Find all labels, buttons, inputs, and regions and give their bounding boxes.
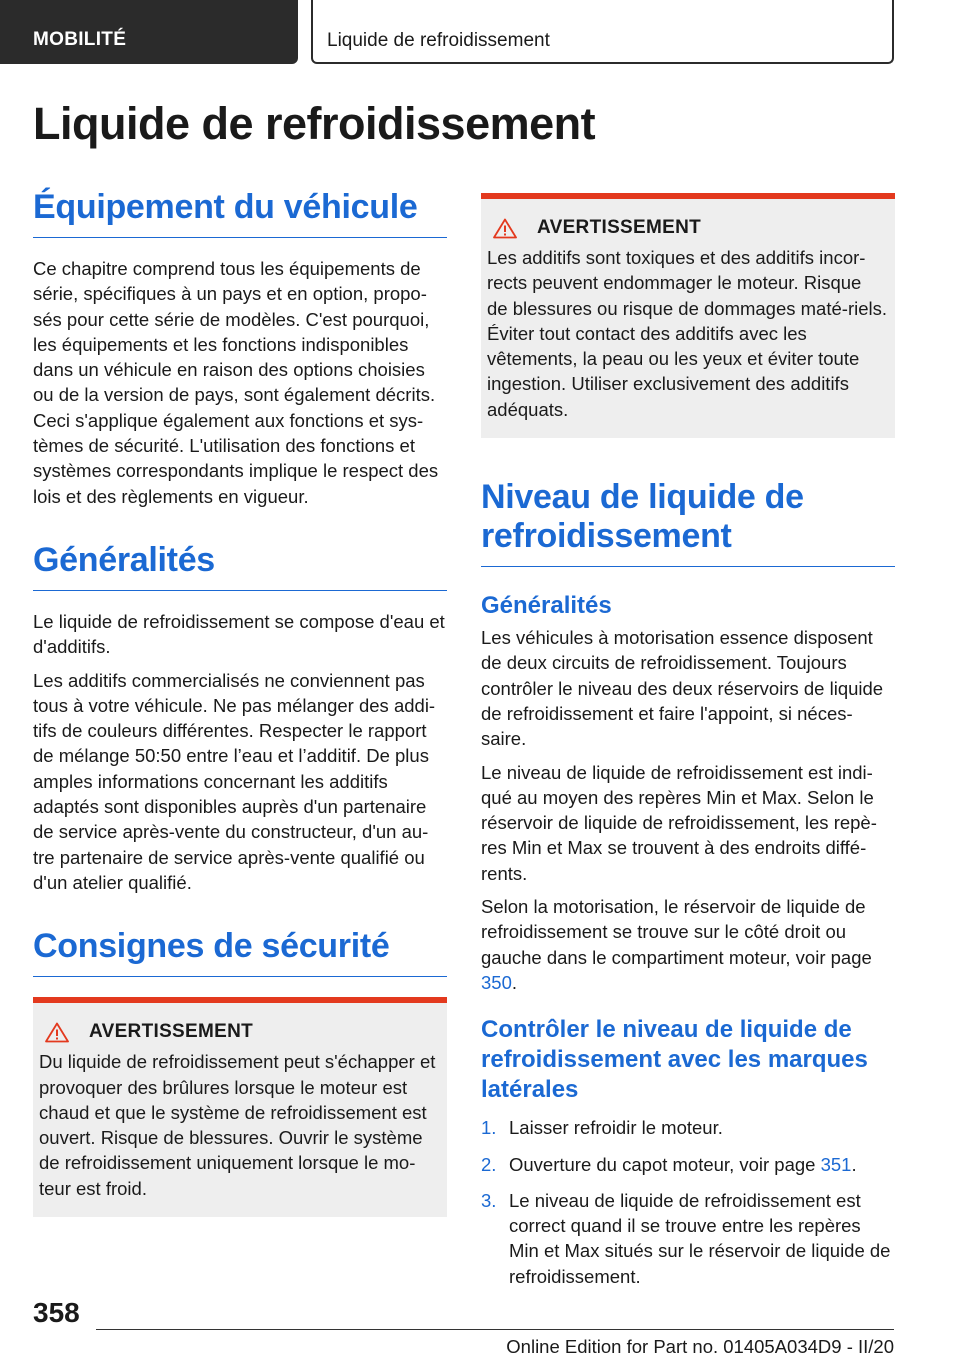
page-link-351[interactable]: 351 — [820, 1153, 852, 1175]
check-level-subheading: Contrôler le niveau de liquide de refroidissement avec les marques latérales — [481, 1016, 868, 1104]
chapter-label: Liquide de refroidissement — [327, 30, 550, 51]
warning-text: Les additifs sont toxiques et des additifs incor-rects peuvent endommager le moteur. Risque de blessures ou risque de dommages maté-riels. Éviter tout contact des additifs avec les vêtements, la peau ou les yeux et éviter toute ingestion. Utiliser exclusivement des additifs adéquats. — [487, 247, 887, 420]
section-tab-label: MOBILITÉ — [33, 29, 127, 50]
header-chapter-box — [311, 0, 894, 64]
header-section-tab — [0, 0, 298, 64]
warning-triangle-icon — [493, 218, 517, 239]
level-paragraph-3-text: Selon la motorisation, le réservoir de liquide de refroidissement se trouve sur le côté droit ou gauche dans le compartiment moteur, voir page — [481, 896, 872, 968]
footer-divider — [96, 1329, 894, 1330]
warning-box-additives — [481, 193, 895, 438]
step-text: Laisser refroidir le moteur. — [509, 1117, 723, 1139]
list-item — [481, 1152, 895, 1177]
warning-text: Du liquide de refroidissement peut s'échapper et provoquer des brûlures lorsque le moteur est chaud et que le système de refroidissement est ouvert. Risque de blessures. Ouvrir le système de refroidissement uniquement lorsque le mo-teur est froid. — [39, 1051, 436, 1199]
level-heading: Niveau de liquide de refroidissement — [481, 478, 895, 567]
general-paragraph-2: Les additifs commercialisés ne conviennent pas tous à votre véhicule. Ne pas mélanger des addi-tifs de couleurs différentes. Respecter le rapport de mélange 50:50 entre l’eau et l’additif. De plus amples informations concernant les additifs adaptés sont disponibles auprès d'un partenaire de service après-vente du constructeur, d'un au-tre partenaire de service après-vente qualifié ou d'un atelier qualifié. — [33, 669, 436, 893]
level-paragraph-1: Les véhicules à motorisation essence disposent de deux circuits de refroidissement. Toujours contrôler le niveau des deux réservoirs de liquide de refroidissement et faire l'appoint, si néces-saire. — [481, 627, 884, 750]
right-column — [481, 193, 895, 1300]
page-title: Liquide de refroidissement — [33, 98, 596, 149]
list-item — [481, 1115, 895, 1140]
general-heading: Généralités — [33, 541, 447, 591]
left-column — [33, 188, 447, 1217]
page-number: 358 — [33, 1297, 80, 1328]
general-subheading: Généralités — [481, 592, 612, 620]
step-number: 1. — [481, 1117, 497, 1139]
equipment-heading: Équipement du véhicule — [33, 188, 447, 238]
step-text: Ouverture du capot moteur, voir page — [509, 1153, 821, 1175]
page-link-350[interactable]: 350 — [481, 971, 512, 993]
steps-list — [481, 1115, 895, 1289]
step-number: 3. — [481, 1189, 497, 1211]
general-paragraph-1: Le liquide de refroidissement se compose d'eau et d'additifs. — [33, 610, 445, 658]
step-text-end: . — [851, 1153, 857, 1175]
warning-box-burn — [33, 997, 447, 1217]
list-item — [481, 1188, 895, 1289]
warning-triangle-icon — [45, 1022, 69, 1043]
warning-header — [487, 217, 887, 239]
warning-title: AVERTISSEMENT — [89, 1021, 254, 1043]
step-number: 2. — [481, 1153, 497, 1175]
warning-header — [39, 1021, 439, 1043]
warning-title: AVERTISSEMENT — [537, 217, 702, 238]
step-text: Le niveau de liquide de refroidissement est correct quand il se trouve entre les repères Min et Max situés sur le réservoir de liquide de refroidissement. — [509, 1189, 891, 1287]
level-paragraph-3 — [481, 894, 895, 995]
edition-text: Online Edition for Part no. 01405A034D9 - II/20 — [506, 1336, 894, 1357]
safety-heading: Consignes de sécurité — [33, 927, 447, 977]
equipment-text: Ce chapitre comprend tous les équipements de série, spécifiques à un pays et en option, propo-sés pour cette série de modèles. C'est pourquoi, les équipements et les fonctions indisponibles dans un véhicule en raison des options choisies ou de la version de pays, sont également décrits. Ceci s'applique également aux fonctions et sys-tèmes de sécurité. L'utilisation des fonctions et systèmes correspondants implique le respect des lois et des règlements en vigueur. — [33, 258, 439, 507]
level-paragraph-3-end: . — [511, 971, 518, 993]
level-paragraph-2: Le niveau de liquide de refroidissement est indi-qué au moyen des repères Min et Max. Selon le réservoir de liquide de refroidissement, les repè-res Min et Max se trouvent à des endroits diffé-rents. — [481, 761, 877, 884]
